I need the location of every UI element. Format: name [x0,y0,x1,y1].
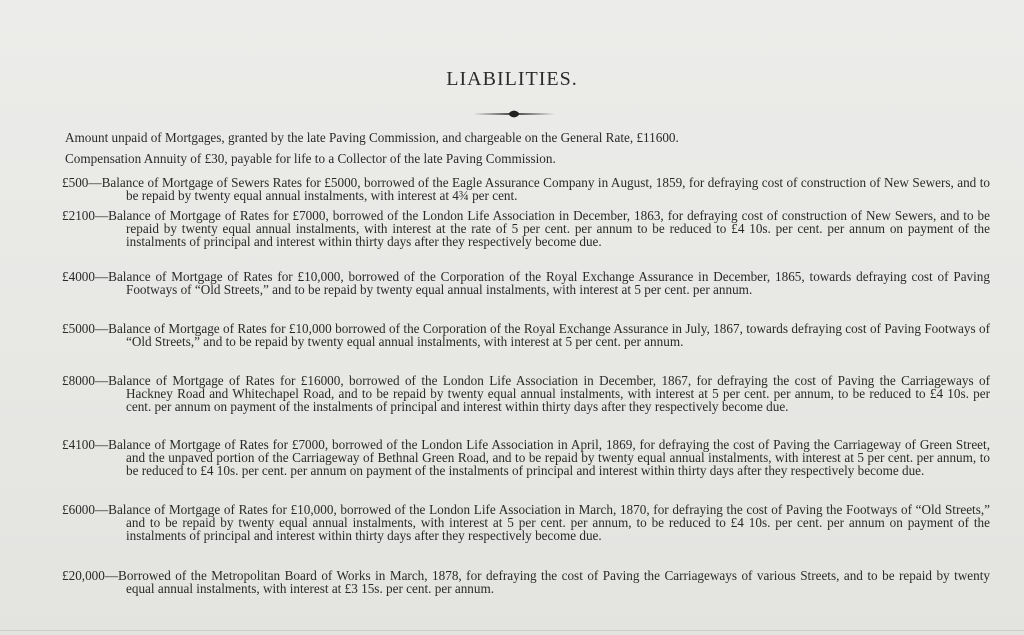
entry-text: —Balance of Mortgage of Rates for £10,000 borrowed of the Corporation of the Royal Exchange Assurance in July, 1867, towards defraying cost of Paving Footways of “Old Streets,” and to be repaid by twenty equal annual instalments, with interest at 5 per cent. per annum. [94,321,990,349]
entry-text: —Balance of Mortgage of Rates for £7000, borrowed of the London Life Association in December, 1863, for defraying cost of construction of New Sewers, and to be repaid by twenty equal annual instalments, with interest at the rate of 5 per cent. per annum to be reduced to £4 10s. per cent. per annum on payment of the instalments of principal and interest within thirty days after they respectively become due. [94,208,990,249]
liability-entry [62,176,990,202]
intro-line-annuity: Compensation Annuity of £30, payable for life to a Collector of the late Paving Commission. [65,151,556,166]
entry-text: —Balance of Mortgage of Sewers Rates for £5000, borrowed of the Eagle Assurance Company in August, 1859, for defraying cost of construction of New Sewers, and to be repaid by twenty equal annual instalments, with interest at 4¾ per cent. [88,175,990,203]
entry-amount: £5000 [62,321,95,336]
liability-entry [62,209,990,248]
liability-entry [62,270,990,296]
liability-entry [62,503,990,542]
entry-text: —Balance of Mortgage of Rates for £16000, borrowed of the London Life Association in December, 1867, for defraying the cost of Paving the Carriageways of Hackney Road and Whitechapel Road, and to be repaid by twenty equal annual instalments, with interest at 5 per cent. per annum, to be reduced to £4 10s. per cent. per annum on payment of the instalments of principal and interest within thirty days after they respectively become due. [94,373,990,414]
page-edge-divider [0,630,1024,631]
entry-amount: £2100 [62,208,95,223]
liability-entry [62,569,990,595]
entry-amount: £500 [62,175,89,190]
entry-text: —Balance of Mortgage of Rates for £10,000, borrowed of the Corporation of the Royal Exchange Assurance in December, 1865, towards defraying cost of Paving Footways of “Old Streets,” and to be repaid by twenty equal annual instalments, with interest at 5 per cent. per annum. [94,269,990,297]
liability-entry [62,374,990,413]
entry-amount: £8000 [62,373,95,388]
liability-entry [62,438,990,477]
liability-entry [62,322,990,348]
entry-amount: £4000 [62,269,95,284]
entry-amount: £20,000 [62,568,105,583]
title-ornament-rule [473,110,555,118]
entry-text: —Balance of Mortgage of Rates for £7000, borrowed of the London Life Association in April, 1869, for defraying the cost of Paving the Carriageway of Green Street, and the unpaved portion of the Carriageway of Bethnal Green Road, and to be repaid by twenty equal annual instalments, with interest at 5 per cent. per annum, to be reduced to £4 10s. per cent. per annum on payment of the instalments of principal and interest within thirty days after they respectively become due. [94,437,990,478]
entry-amount: £6000 [62,502,95,517]
entry-amount: £4100 [62,437,95,452]
entry-text: —Balance of Mortgage of Rates for £10,000, borrowed of the London Life Association in March, 1870, for defraying the cost of Paving the Footways of “Old Streets,” and to be repaid by twenty equal annual instalments, with interest at 5 per cent. per annum, to be reduced to £4 10s. per cent. per annum on payment of the instalments of principal and interest within thirty days after they respectively become due. [94,502,990,543]
entry-text: —Borrowed of the Metropolitan Board of Works in March, 1878, for defraying the cost of Paving the Carriageways of various Streets, and to be repaid by twenty equal annual instalments, with interest at £3 15s. per cent. per annum. [104,568,990,596]
intro-line-mortgages: Amount unpaid of Mortgages, granted by the late Paving Commission, and chargeable on the General Rate, £11600. [65,130,679,145]
page-title: LIABILITIES. [446,68,578,90]
